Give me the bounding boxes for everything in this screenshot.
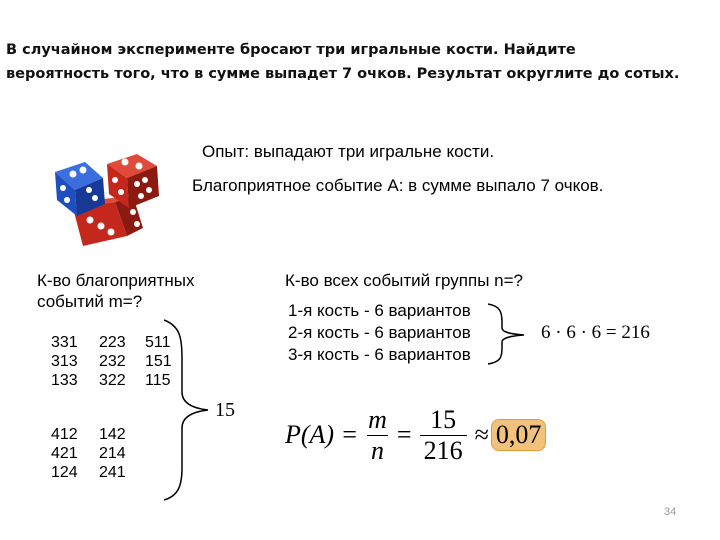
combo-value: 115	[145, 372, 171, 389]
fraction-denominator: n	[367, 435, 388, 466]
combo-value: 241	[99, 464, 126, 481]
list-item: 1-я кость - 6 вариантов	[288, 301, 471, 320]
combo-value: 421	[51, 445, 78, 462]
fraction-denominator: 216	[420, 435, 467, 466]
combo-value: 124	[51, 464, 78, 481]
result-highlight: 0,07	[491, 419, 547, 451]
combo-value: 151	[145, 353, 172, 370]
fraction-m-over-n	[364, 405, 391, 466]
combo-value: 214	[99, 445, 126, 462]
fraction-numerator: m	[368, 404, 387, 434]
combo-row	[51, 425, 126, 444]
combo-value: 133	[51, 372, 78, 389]
probability-formula	[285, 400, 546, 470]
favorable-total: 15	[215, 399, 235, 421]
all-events-list	[288, 300, 471, 366]
combo-row	[51, 444, 126, 463]
combo-value: 511	[145, 334, 171, 351]
fraction-numerator: 15	[430, 404, 457, 434]
task-line-1: В случайном эксперименте бросают три игральные кости. Найдите	[6, 42, 576, 58]
all-events-brace	[484, 302, 534, 366]
formula-lhs: P(A) =	[285, 420, 359, 449]
combo-value: 412	[51, 426, 78, 443]
all-events-heading: К-во всех событий группы n=?	[285, 271, 523, 290]
combo-group-1	[51, 333, 172, 390]
task-line-2: вероятность того, что в сумме выпадет 7 очков. Результат округлите до сотых.	[6, 66, 680, 82]
favorable-heading	[37, 270, 194, 312]
combo-row	[51, 352, 172, 371]
fraction-15-over-216	[420, 405, 467, 466]
combo-value: 331	[51, 334, 78, 351]
approx-sign: ≈	[474, 420, 489, 449]
task-text	[6, 38, 679, 86]
favorable-brace	[160, 318, 220, 503]
list-item: 3-я кость - 6 вариантов	[288, 345, 471, 364]
combo-value: 232	[99, 353, 126, 370]
combo-group-2	[51, 425, 126, 482]
combo-row	[51, 371, 172, 390]
favorable-heading-line-2: событий m=?	[37, 292, 143, 311]
experiment-text: Опыт: выпадают три игральне кости.	[202, 142, 495, 161]
combo-row	[51, 463, 126, 482]
combo-value: 223	[99, 334, 126, 351]
dice-image	[45, 150, 175, 260]
combo-value: 313	[51, 353, 78, 370]
favorable-heading-line-1: К-во благоприятных	[37, 271, 195, 290]
equals-sign: =	[396, 420, 412, 449]
combo-value: 322	[99, 372, 126, 389]
list-item: 2-я кость - 6 вариантов	[288, 323, 471, 342]
combo-row	[51, 333, 172, 352]
all-events-product: 6 · 6 · 6 = 216	[541, 322, 650, 343]
combo-value: 142	[99, 426, 126, 443]
page-number: 34	[664, 506, 677, 518]
event-text: Благоприятное событие A: в сумме выпало 7 очков.	[192, 176, 604, 195]
